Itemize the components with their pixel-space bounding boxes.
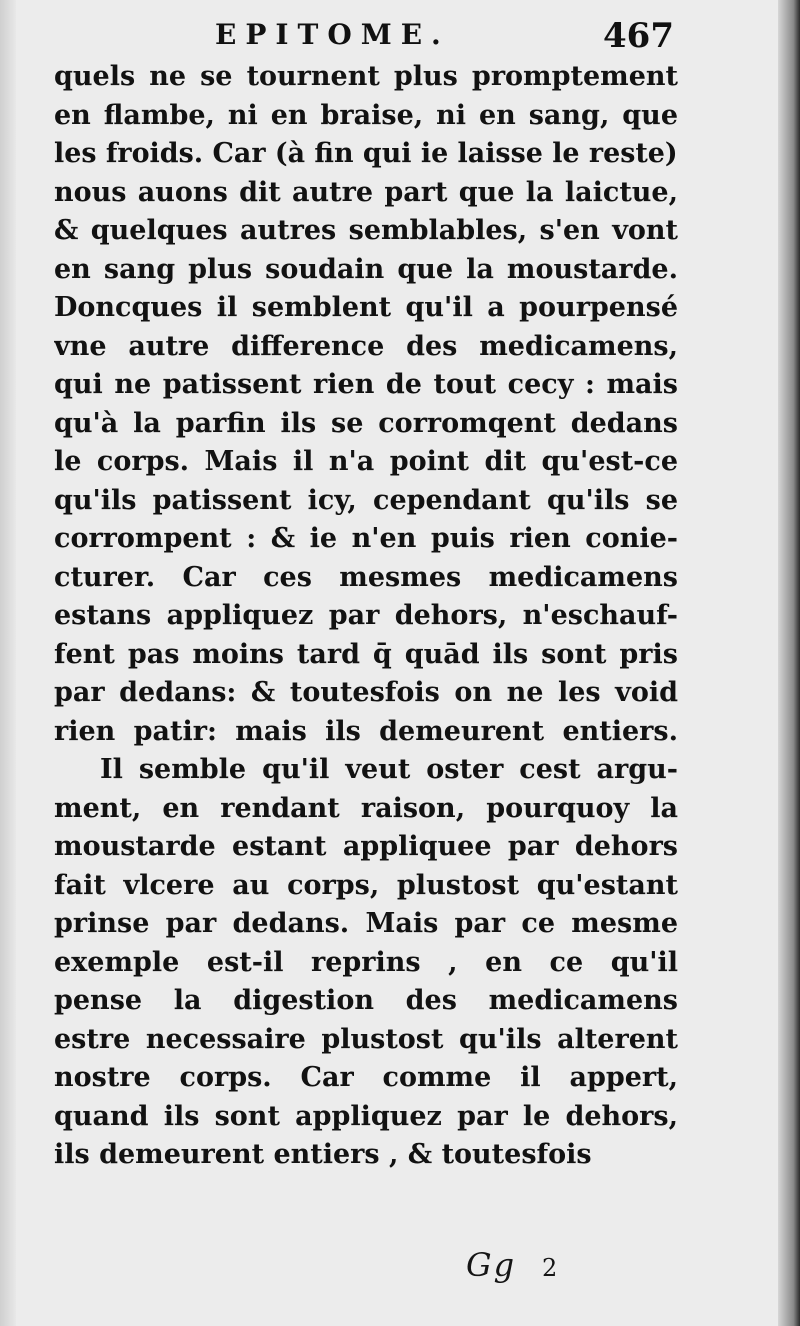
text-line: exemple est-il reprins , en ce qu'il bbox=[54, 946, 678, 978]
running-title: EPITOME. bbox=[215, 18, 450, 51]
text-line: moustarde estant appliquee par dehors bbox=[54, 831, 678, 862]
text-line: nous auons dit autre part que la laictue, bbox=[54, 176, 678, 208]
signature-letters: Gg bbox=[466, 1246, 517, 1284]
text-line: quels ne se tournent plus promptement bbox=[54, 61, 678, 92]
page-number: 467 bbox=[603, 16, 674, 56]
body-text bbox=[54, 58, 678, 1175]
text-line: par dedans: & toutesfois on ne les void bbox=[54, 677, 678, 708]
text-line: & quelques autres semblables, s'en vont bbox=[54, 215, 678, 246]
page-header bbox=[0, 14, 800, 58]
text-line: corrompent : & ie n'en puis rien conie- bbox=[54, 523, 678, 554]
paragraph-start-line: Il semble qu'il veut oster cest argu- bbox=[100, 754, 678, 785]
text-line: ils demeurent entiers , & toutesfois bbox=[54, 1139, 592, 1170]
text-line: en sang plus soudain que la moustarde. bbox=[54, 253, 678, 285]
text-line: Doncques il semblent qu'il a pourpensé bbox=[54, 292, 678, 323]
text-line: ment, en rendant raison, pourquoy la bbox=[54, 792, 678, 824]
text-line: quand ils sont appliquez par le dehors, bbox=[54, 1100, 678, 1132]
text-line: vne autre difference des medicamens, bbox=[54, 330, 678, 362]
signature-number: 2 bbox=[542, 1254, 560, 1282]
text-line: fait vlcere au corps, plustost qu'estant bbox=[54, 869, 678, 901]
text-line: rien patir: mais ils demeurent entiers. bbox=[54, 715, 678, 747]
text-line: qui ne patissent rien de tout cecy : mais bbox=[54, 369, 678, 400]
text-line: prinse par dedans. Mais par ce mesme bbox=[54, 908, 678, 939]
page-left-edge bbox=[0, 0, 16, 1326]
text-line: le corps. Mais il n'a point dit qu'est-ce bbox=[54, 446, 678, 477]
text-line: fent pas moins tard q̄ quād ils sont pris bbox=[54, 638, 678, 670]
text-line: en flambe, ni en braise, ni en sang, que bbox=[54, 99, 678, 131]
text-line: qu'à la parfin ils se corromqent dedans bbox=[54, 407, 678, 439]
text-line: qu'ils patissent icy, cependant qu'ils se bbox=[54, 484, 678, 516]
page-right-gutter-shadow bbox=[778, 0, 800, 1326]
text-line: nostre corps. Car comme il appert, bbox=[54, 1062, 678, 1093]
text-line: estre necessaire plustost qu'ils alterent bbox=[54, 1023, 678, 1055]
text-line: pense la digestion des medicamens bbox=[54, 985, 678, 1016]
text-line: estans appliquez par dehors, n'eschauf- bbox=[54, 600, 678, 631]
signature-mark bbox=[466, 1246, 559, 1284]
text-line: cturer. Car ces mesmes medicamens bbox=[54, 561, 678, 593]
text-line: les froids. Car (à fin qui ie laisse le reste) bbox=[54, 138, 678, 169]
